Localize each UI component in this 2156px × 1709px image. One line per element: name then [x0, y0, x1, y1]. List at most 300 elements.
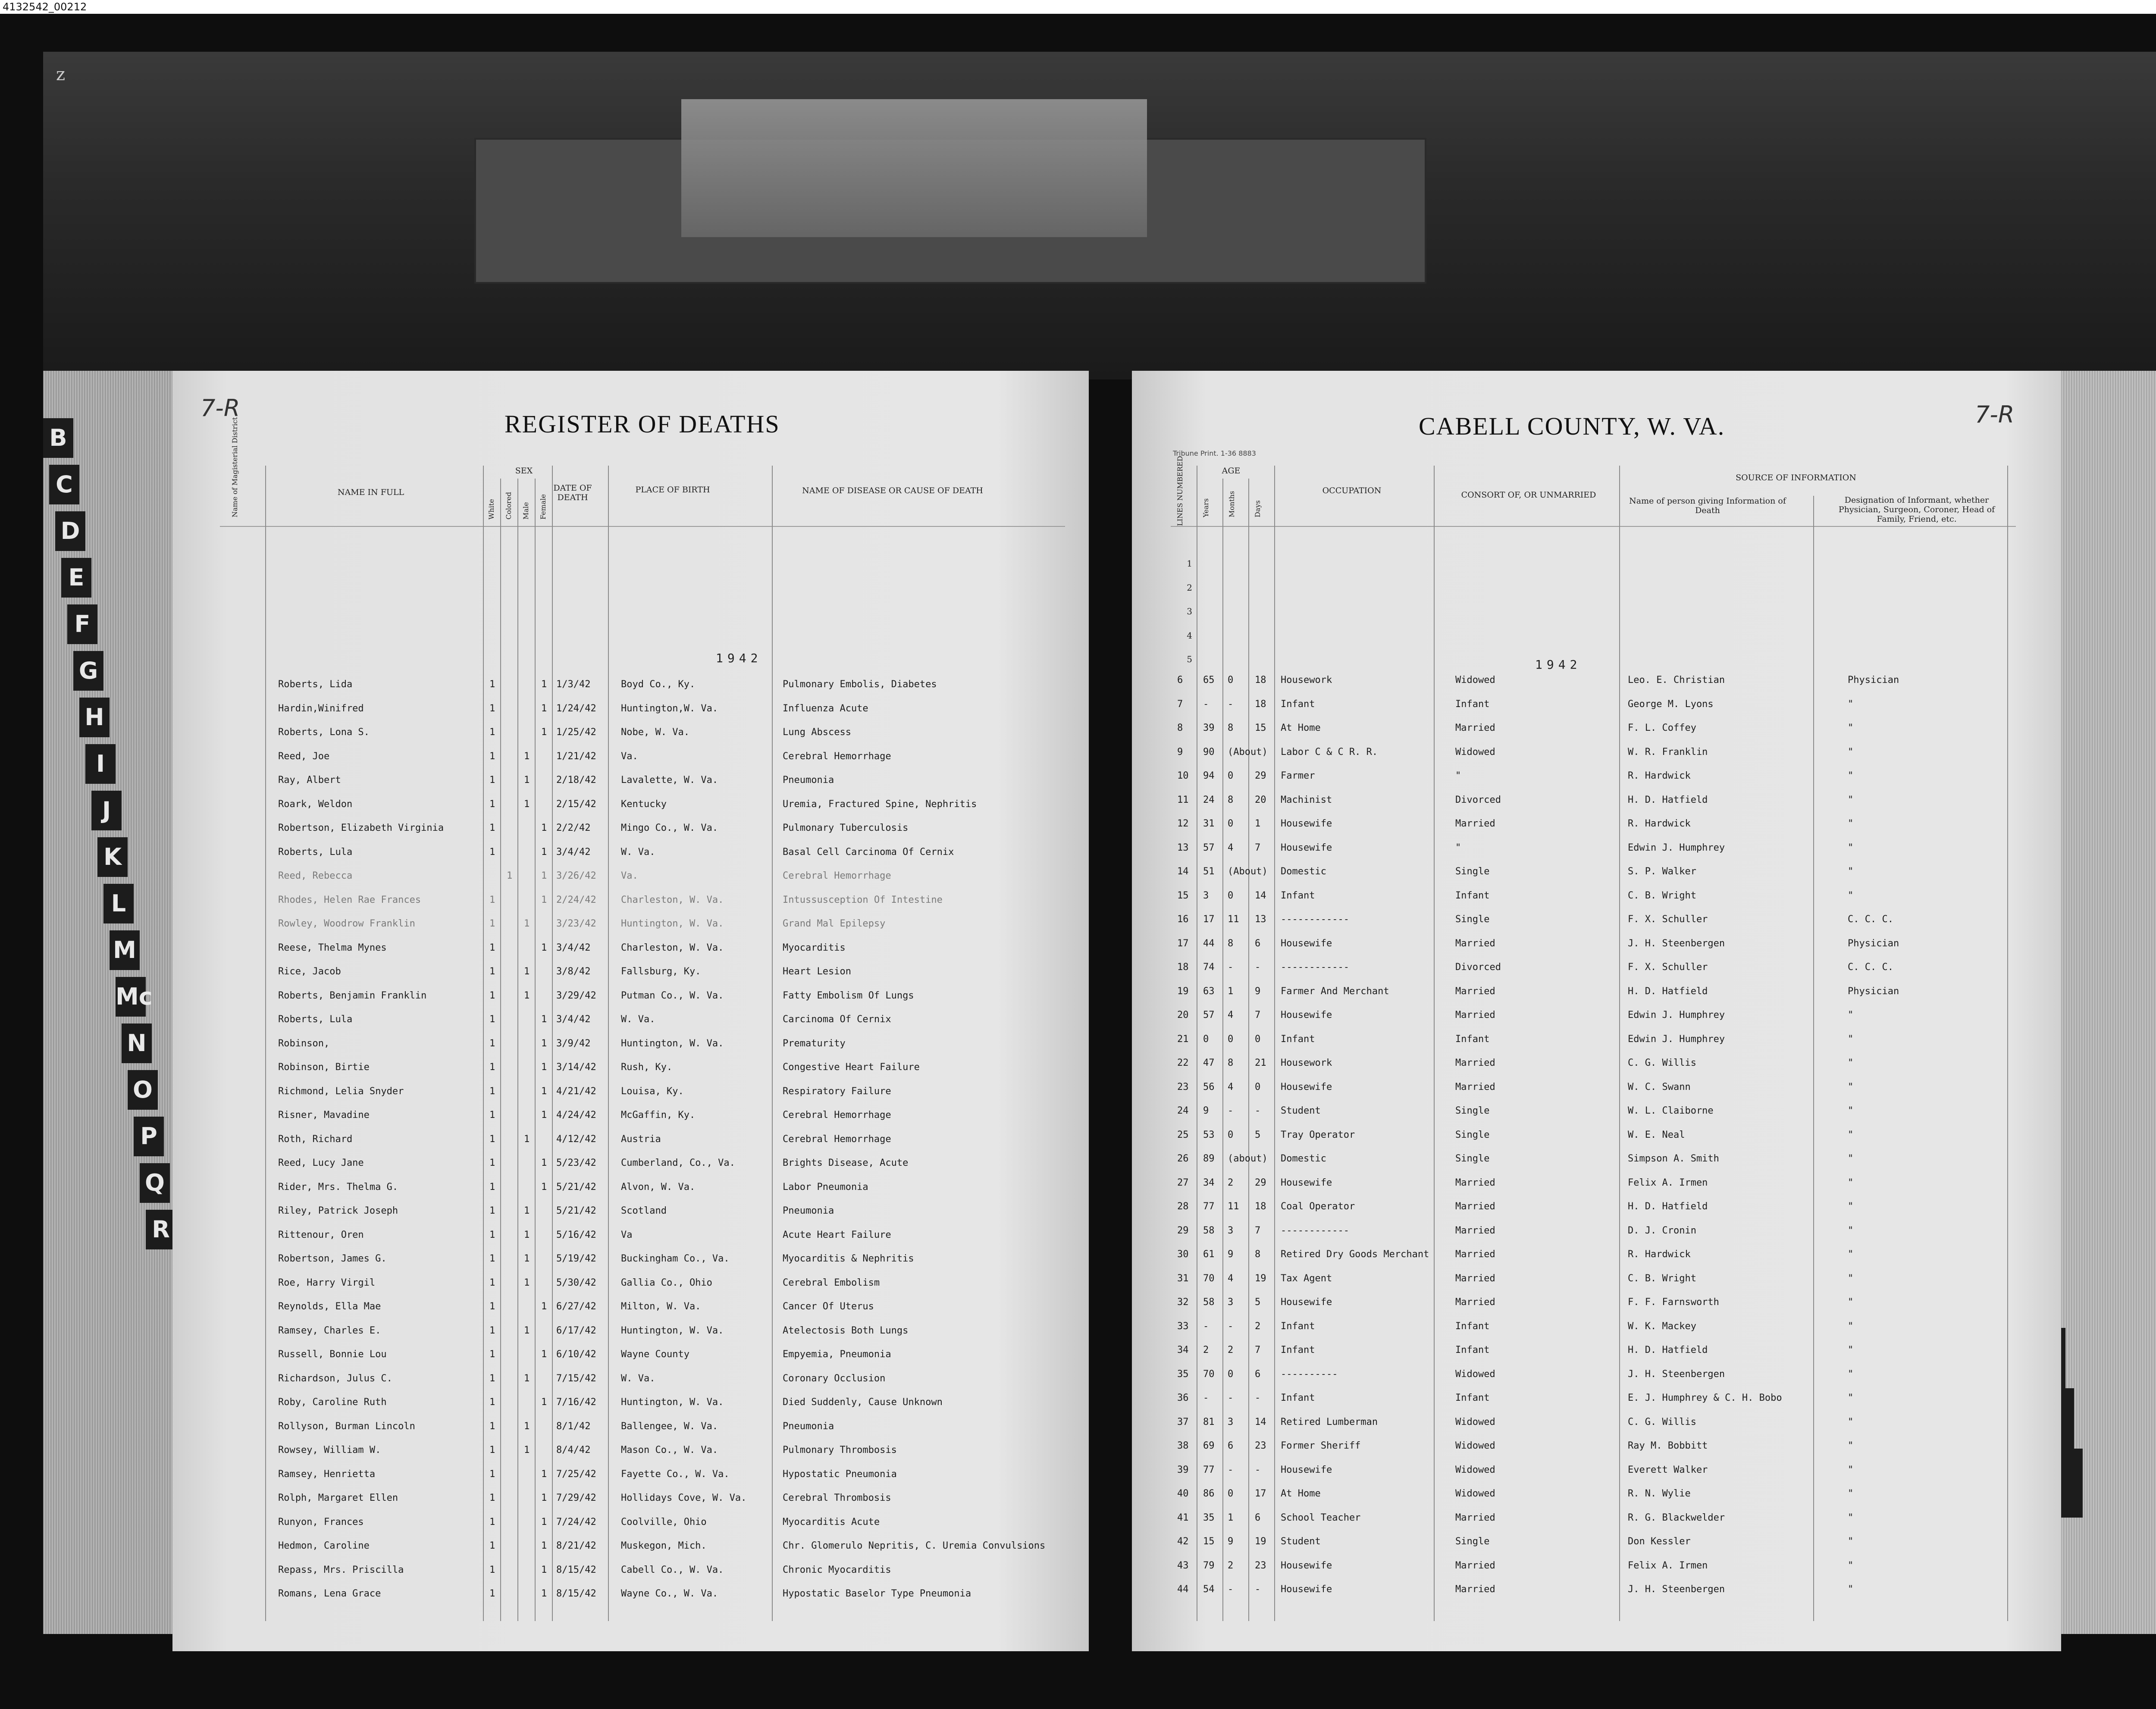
record-cause: Fatty Embolism Of Lungs: [783, 990, 914, 1001]
record-designation: ": [1848, 746, 1854, 757]
record-name: Rider, Mrs. Thelma G.: [278, 1181, 398, 1193]
record-age-years: 58: [1203, 1297, 1215, 1308]
record-birthplace: Milton, W. Va.: [621, 1301, 701, 1312]
death-record-row: [172, 1177, 1087, 1202]
record-female: 1: [541, 1158, 547, 1168]
index-tab-d[interactable]: D: [55, 511, 85, 551]
record-age-months: 4: [1228, 842, 1234, 853]
record-occupation: Tax Agent: [1281, 1273, 1332, 1284]
record-line-number: 32: [1177, 1297, 1189, 1308]
record-male: 1: [524, 1205, 530, 1216]
death-record-detail-row: [1132, 1293, 2059, 1317]
record-white: 1: [489, 775, 495, 786]
record-birthplace: Lavalette, W. Va.: [621, 775, 718, 786]
death-record-detail-row: [1132, 1197, 2059, 1221]
death-record-row: [172, 842, 1087, 867]
record-marital-status: ": [1455, 842, 1461, 853]
record-informant: W. R. Franklin: [1628, 746, 1708, 757]
record-date: 3/14/42: [556, 1062, 596, 1073]
record-cause: Prematurity: [783, 1038, 846, 1049]
record-line-number: 29: [1177, 1225, 1189, 1236]
record-informant: Edwin J. Humphrey: [1628, 1010, 1725, 1020]
record-age-months: 0: [1228, 818, 1234, 829]
record-cause: Basal Cell Carcinoma Of Cernix: [783, 846, 954, 858]
death-record-detail-row: [1132, 790, 2059, 814]
record-cause: Cerebral Hemorrhage: [783, 1110, 891, 1121]
record-date: 3/9/42: [556, 1038, 591, 1049]
header-district: Name of Magisterial District: [231, 417, 239, 517]
record-age-months: -: [1228, 1464, 1234, 1475]
record-designation: ": [1848, 1368, 1854, 1380]
record-designation: ": [1848, 1297, 1854, 1308]
index-tab-e[interactable]: E: [61, 558, 91, 598]
record-age-years: -: [1203, 698, 1209, 710]
header-days: Days: [1253, 500, 1262, 517]
record-male: 1: [524, 966, 530, 977]
record-white: 1: [489, 1301, 495, 1312]
death-record-detail-row: [1132, 1030, 2059, 1054]
header-rule: [1171, 526, 2016, 527]
record-designation: ": [1848, 1225, 1854, 1236]
record-line-number: 33: [1177, 1321, 1189, 1332]
record-male: 1: [524, 918, 530, 929]
death-record-detail-row: [1132, 1005, 2059, 1030]
death-record-row: [172, 770, 1087, 795]
record-informant: George M. Lyons: [1628, 698, 1714, 710]
record-white: 1: [489, 1038, 495, 1049]
record-marital-status: Married: [1455, 1584, 1495, 1595]
record-age-days: 8: [1255, 1249, 1261, 1260]
record-age-years: 57: [1203, 1010, 1215, 1020]
record-line-number: 36: [1177, 1393, 1189, 1403]
record-age-months: -: [1228, 698, 1234, 710]
record-occupation: Domestic: [1281, 1153, 1326, 1164]
record-marital-status: Married: [1455, 1010, 1495, 1020]
record-informant: W. E. Neal: [1628, 1129, 1685, 1140]
record-name: Robinson, Birtie: [278, 1062, 370, 1073]
record-marital-status: Infant: [1455, 1393, 1490, 1403]
record-designation: ": [1848, 1177, 1854, 1188]
record-age-days: 1: [1255, 818, 1261, 829]
header-age: AGE: [1222, 466, 1241, 476]
record-female: 1: [541, 823, 547, 833]
record-marital-status: Single: [1455, 1105, 1490, 1116]
record-birthplace: Wayne County: [621, 1349, 689, 1360]
record-cause: Cerebral Hemorrhage: [783, 870, 891, 881]
record-age-months: 1: [1228, 1512, 1234, 1523]
record-birthplace: Huntington,W. Va.: [621, 703, 718, 714]
record-cause: Pulmonary Thrombosis: [783, 1445, 897, 1455]
record-white: 1: [489, 1014, 495, 1025]
record-line-number: 6: [1177, 675, 1183, 685]
index-tab-l[interactable]: L: [103, 884, 134, 923]
record-cause: Empyemia, Pneumonia: [783, 1349, 891, 1360]
index-tab-m[interactable]: M: [110, 930, 140, 970]
record-age-months: 8: [1228, 1058, 1234, 1068]
record-age-months: 3: [1228, 1416, 1234, 1427]
index-tab-o[interactable]: O: [128, 1070, 158, 1110]
line-number: 2: [1187, 582, 1192, 593]
record-designation: ": [1848, 1249, 1854, 1260]
record-line-number: 15: [1177, 890, 1189, 901]
record-date: 2/18/42: [556, 775, 596, 786]
record-white: 1: [489, 1468, 495, 1480]
record-marital-status: Married: [1455, 723, 1495, 733]
index-tab-c[interactable]: C: [49, 465, 79, 504]
line-number: 1: [1187, 558, 1192, 569]
record-cause: Pneumonia: [783, 775, 834, 786]
record-age-days: -: [1255, 962, 1261, 973]
death-record-detail-row: [1132, 814, 2059, 838]
record-age-days: 7: [1255, 1345, 1261, 1355]
record-cause: Acute Heart Failure: [783, 1229, 891, 1240]
record-marital-status: Widowed: [1455, 1464, 1495, 1475]
record-line-number: 31: [1177, 1273, 1189, 1284]
record-line-number: 40: [1177, 1488, 1189, 1499]
record-marital-status: Widowed: [1455, 1368, 1495, 1380]
record-marital-status: Married: [1455, 938, 1495, 949]
record-marital-status: Infant: [1455, 1345, 1490, 1355]
record-marital-status: Married: [1455, 818, 1495, 829]
record-line-number: 8: [1177, 723, 1183, 733]
record-occupation: Housework: [1281, 1058, 1332, 1068]
record-age-days: 20: [1255, 794, 1266, 805]
record-name: Reynolds, Ella Mae: [278, 1301, 381, 1312]
record-informant: R. Hardwick: [1628, 818, 1691, 829]
record-age-years: 44: [1203, 938, 1215, 949]
record-male: 1: [524, 990, 530, 1001]
record-birthplace: Charleston, W. Va.: [621, 942, 724, 953]
header-source: SOURCE OF INFORMATION: [1736, 473, 1856, 482]
death-record-detail-row: [1132, 1580, 2059, 1604]
record-informant: H. D. Hatfield: [1628, 1201, 1708, 1212]
record-age-months: 2: [1228, 1177, 1234, 1188]
index-tab-b[interactable]: B: [43, 418, 73, 458]
record-designation: C. C. C.: [1848, 914, 1893, 925]
death-record-row: [172, 699, 1087, 723]
record-birthplace: Huntington, W. Va.: [621, 1325, 724, 1336]
record-informant: C. G. Willis: [1628, 1416, 1696, 1427]
record-female: 1: [541, 1516, 547, 1527]
record-birthplace: W. Va.: [621, 1014, 655, 1025]
record-age-days: 6: [1255, 938, 1261, 949]
record-female: 1: [541, 727, 547, 738]
record-line-number: 7: [1177, 698, 1183, 710]
record-informant: R. G. Blackwelder: [1628, 1512, 1725, 1523]
record-age-years: 94: [1203, 770, 1215, 781]
record-designation: ": [1848, 1201, 1854, 1212]
record-age-months: -: [1228, 1105, 1234, 1116]
index-tab-f[interactable]: F: [67, 604, 97, 644]
record-age-years: 86: [1203, 1488, 1215, 1499]
record-white: 1: [489, 1181, 495, 1193]
record-age-months: -: [1228, 962, 1234, 973]
index-tab-p[interactable]: P: [134, 1117, 164, 1156]
record-line-number: 34: [1177, 1345, 1189, 1355]
record-marital-status: Married: [1455, 1297, 1495, 1308]
record-age-months: 11: [1228, 1201, 1239, 1212]
record-female: 1: [541, 1468, 547, 1480]
record-name: Reed, Rebecca: [278, 870, 353, 881]
record-white: 1: [489, 703, 495, 714]
record-age-years: 15: [1203, 1536, 1215, 1547]
record-informant: W. C. Swann: [1628, 1081, 1691, 1092]
record-line-number: 27: [1177, 1177, 1189, 1188]
record-marital-status: Married: [1455, 1225, 1495, 1236]
record-white: 1: [489, 1158, 495, 1168]
death-record-row: [172, 1584, 1087, 1608]
header-years: Years: [1202, 498, 1210, 517]
record-informant: Felix A. Irmen: [1628, 1560, 1708, 1571]
record-white: 1: [489, 1349, 495, 1360]
record-informant: S. P. Walker: [1628, 866, 1696, 877]
death-record-row: [172, 1536, 1087, 1560]
record-age-months: -: [1228, 1321, 1234, 1332]
record-designation: ": [1848, 866, 1854, 877]
record-age-days: 7: [1255, 1225, 1261, 1236]
record-age-days: 29: [1255, 770, 1266, 781]
record-birthplace: Huntington, W. Va.: [621, 1397, 724, 1408]
record-birthplace: Va: [621, 1229, 633, 1240]
record-age-months: (About): [1228, 746, 1268, 757]
record-informant: W. K. Mackey: [1628, 1321, 1696, 1332]
death-record-detail-row: [1132, 1556, 2059, 1580]
record-white: 1: [489, 894, 495, 905]
record-informant: H. D. Hatfield: [1628, 794, 1708, 805]
record-name: Rollyson, Burman Lincoln: [278, 1421, 415, 1432]
record-designation: C. C. C.: [1848, 962, 1893, 973]
index-tab-r[interactable]: R: [146, 1210, 176, 1249]
record-cause: Coronary Occlusion: [783, 1373, 886, 1384]
record-cause: Influenza Acute: [783, 703, 868, 714]
line-number: 3: [1187, 606, 1192, 617]
record-cause: Lung Abscess: [783, 727, 851, 738]
record-birthplace: Alvon, W. Va.: [621, 1181, 696, 1193]
record-occupation: Housework: [1281, 675, 1332, 685]
record-designation: ": [1848, 1010, 1854, 1020]
record-date: 8/4/42: [556, 1445, 591, 1455]
death-record-row: [172, 1249, 1087, 1273]
record-date: 5/23/42: [556, 1158, 596, 1168]
record-white: 1: [489, 1588, 495, 1599]
record-cause: Cerebral Thrombosis: [783, 1493, 891, 1503]
record-date: 1/25/42: [556, 727, 596, 738]
record-cause: Uremia, Fractured Spine, Nephritis: [783, 798, 977, 810]
index-tab-k[interactable]: K: [97, 837, 128, 877]
record-informant: J. H. Steenbergen: [1628, 1584, 1725, 1595]
death-record-row: [172, 962, 1087, 986]
record-age-months: 2: [1228, 1560, 1234, 1571]
record-occupation: Farmer: [1281, 770, 1315, 781]
record-date: 7/29/42: [556, 1493, 596, 1503]
record-birthplace: W. Va.: [621, 846, 655, 858]
index-tab-n[interactable]: N: [122, 1024, 152, 1063]
record-birthplace: Gallia Co., Ohio: [621, 1277, 712, 1288]
record-white: 1: [489, 1516, 495, 1527]
record-date: 3/4/42: [556, 1014, 591, 1025]
record-age-years: 34: [1203, 1177, 1215, 1188]
record-birthplace: Nobe, W. Va.: [621, 727, 689, 738]
record-date: 8/15/42: [556, 1588, 596, 1599]
image-label: 4132542_00212: [3, 1, 87, 13]
record-age-days: 23: [1255, 1440, 1266, 1451]
record-line-number: 22: [1177, 1058, 1189, 1068]
record-name: Roby, Caroline Ruth: [278, 1397, 387, 1408]
header-cause: NAME OF DISEASE OR CAUSE OF DEATH: [802, 486, 983, 495]
record-age-months: 4: [1228, 1081, 1234, 1092]
record-designation: ": [1848, 1081, 1854, 1092]
record-birthplace: Hollidays Cove, W. Va.: [621, 1493, 747, 1503]
record-marital-status: Infant: [1455, 1033, 1490, 1045]
record-line-number: 10: [1177, 770, 1189, 781]
record-date: 2/2/42: [556, 823, 591, 833]
record-name: Robertson, James G.: [278, 1253, 387, 1264]
death-record-detail-row: [1132, 1412, 2059, 1437]
record-occupation: ----------: [1281, 1368, 1338, 1380]
record-age-days: 13: [1255, 914, 1266, 925]
record-line-number: 25: [1177, 1129, 1189, 1140]
death-record-detail-row: [1132, 1245, 2059, 1269]
index-tab-mc[interactable]: Mc: [116, 977, 146, 1017]
record-age-months: 2: [1228, 1345, 1234, 1355]
death-record-detail-row: [1132, 742, 2059, 767]
death-record-detail-row: [1132, 1269, 2059, 1293]
right-page: [1132, 371, 2061, 1651]
header-date: DATE OF DEATH: [553, 483, 592, 502]
record-designation: Physician: [1848, 675, 1899, 685]
record-white: 1: [489, 798, 495, 810]
index-tab-i[interactable]: I: [85, 744, 116, 784]
record-informant: H. D. Hatfield: [1628, 1345, 1708, 1355]
record-age-months: 4: [1228, 1010, 1234, 1020]
record-designation: ": [1848, 1584, 1854, 1595]
record-designation: ": [1848, 1033, 1854, 1045]
record-line-number: 35: [1177, 1368, 1189, 1380]
record-informant: W. L. Claiborne: [1628, 1105, 1714, 1116]
death-record-row: [172, 1010, 1087, 1034]
record-age-days: 9: [1255, 986, 1261, 997]
record-age-days: -: [1255, 1105, 1261, 1116]
record-cause: Cerebral Embolism: [783, 1277, 880, 1288]
death-record-detail-row: [1132, 1149, 2059, 1173]
record-marital-status: Infant: [1455, 890, 1490, 901]
record-birthplace: Boyd Co., Ky.: [621, 679, 696, 690]
record-occupation: Tray Operator: [1281, 1129, 1355, 1140]
record-age-days: 0: [1255, 1081, 1261, 1092]
record-name: Richardson, Julus C.: [278, 1373, 392, 1384]
record-white: 1: [489, 1229, 495, 1240]
record-cause: Pulmonary Tuberculosis: [783, 823, 909, 833]
death-record-detail-row: [1132, 1125, 2059, 1149]
record-birthplace: Fayette Co., W. Va.: [621, 1468, 730, 1480]
line-number: 5: [1187, 654, 1192, 664]
record-occupation: ------------: [1281, 914, 1349, 925]
record-cause: Carcinoma Of Cernix: [783, 1014, 891, 1025]
record-cause: Cerebral Hemorrhage: [783, 751, 891, 762]
record-white: 1: [489, 1277, 495, 1288]
record-age-days: 23: [1255, 1560, 1266, 1571]
death-record-row: [172, 1058, 1087, 1082]
record-date: 2/15/42: [556, 798, 596, 810]
index-tab-g[interactable]: G: [73, 651, 103, 691]
header-consort: CONSORT OF, OR UNMARRIED: [1461, 490, 1596, 500]
record-line-number: 42: [1177, 1536, 1189, 1547]
index-tab-h[interactable]: H: [79, 698, 110, 737]
record-date: 3/8/42: [556, 966, 591, 977]
record-age-days: 7: [1255, 842, 1261, 853]
record-female: 1: [541, 870, 547, 881]
record-age-years: 63: [1203, 986, 1215, 997]
index-tab-q[interactable]: Q: [140, 1163, 170, 1203]
record-age-years: 89: [1203, 1153, 1215, 1164]
record-age-days: 5: [1255, 1297, 1261, 1308]
record-name: Rowley, Woodrow Franklin: [278, 918, 415, 929]
record-marital-status: Widowed: [1455, 675, 1495, 685]
record-female: 1: [541, 1564, 547, 1575]
record-cause: Myocarditis: [783, 942, 846, 953]
record-marital-status: Divorced: [1455, 794, 1501, 805]
record-date: 8/21/42: [556, 1540, 596, 1551]
record-marital-status: Married: [1455, 986, 1495, 997]
record-female: 1: [541, 846, 547, 858]
record-age-months: -: [1228, 1393, 1234, 1403]
record-cause: Chronic Myocarditis: [783, 1564, 891, 1575]
record-occupation: ------------: [1281, 1225, 1349, 1236]
death-record-row: [172, 818, 1087, 842]
record-birthplace: Austria: [621, 1133, 661, 1145]
record-date: 7/24/42: [556, 1516, 596, 1527]
death-record-detail-row: [1132, 1436, 2059, 1460]
record-age-years: 79: [1203, 1560, 1215, 1571]
record-name: Rice, Jacob: [278, 966, 341, 977]
record-white: 1: [489, 1373, 495, 1384]
record-name: Rittenour, Oren: [278, 1229, 364, 1240]
printer-note: Tribune Print. 1-36 8883: [1173, 449, 1256, 457]
record-informant: F. F. Farnsworth: [1628, 1297, 1719, 1308]
death-record-row: [172, 795, 1087, 819]
record-line-number: 18: [1177, 962, 1189, 973]
record-designation: Physician: [1848, 986, 1899, 997]
book-cover-backdrop: [43, 52, 2156, 379]
death-record-row: [172, 1560, 1087, 1584]
record-cause: Cerebral Hemorrhage: [783, 1133, 891, 1145]
record-occupation: ------------: [1281, 962, 1349, 973]
record-line-number: 24: [1177, 1105, 1189, 1116]
record-date: 5/16/42: [556, 1229, 596, 1240]
record-occupation: Retired Dry Goods Merchant: [1281, 1249, 1429, 1260]
record-age-months: 0: [1228, 675, 1234, 685]
record-name: Ramsey, Henrietta: [278, 1468, 376, 1480]
header-male: Male: [522, 502, 530, 520]
record-designation: ": [1848, 794, 1854, 805]
index-tab-j[interactable]: J: [91, 791, 122, 830]
record-birthplace: Rush, Ky.: [621, 1062, 673, 1073]
record-marital-status: Infant: [1455, 1321, 1490, 1332]
record-birthplace: Buckingham Co., Va.: [621, 1253, 730, 1264]
record-cause: Atelectosis Both Lungs: [783, 1325, 909, 1336]
record-occupation: Infant: [1281, 890, 1315, 901]
record-white: 1: [489, 1086, 495, 1097]
death-record-detail-row: [1132, 982, 2059, 1006]
death-record-detail-row: [1132, 1317, 2059, 1341]
record-informant: E. J. Humphrey & C. H. Bobo: [1628, 1393, 1782, 1403]
record-name: Romans, Lena Grace: [278, 1588, 381, 1599]
record-white: 1: [489, 1564, 495, 1575]
record-cause: Intussusception Of Intestine: [783, 894, 943, 905]
record-date: 6/10/42: [556, 1349, 596, 1360]
record-line-number: 12: [1177, 818, 1189, 829]
record-birthplace: W. Va.: [621, 1373, 655, 1384]
